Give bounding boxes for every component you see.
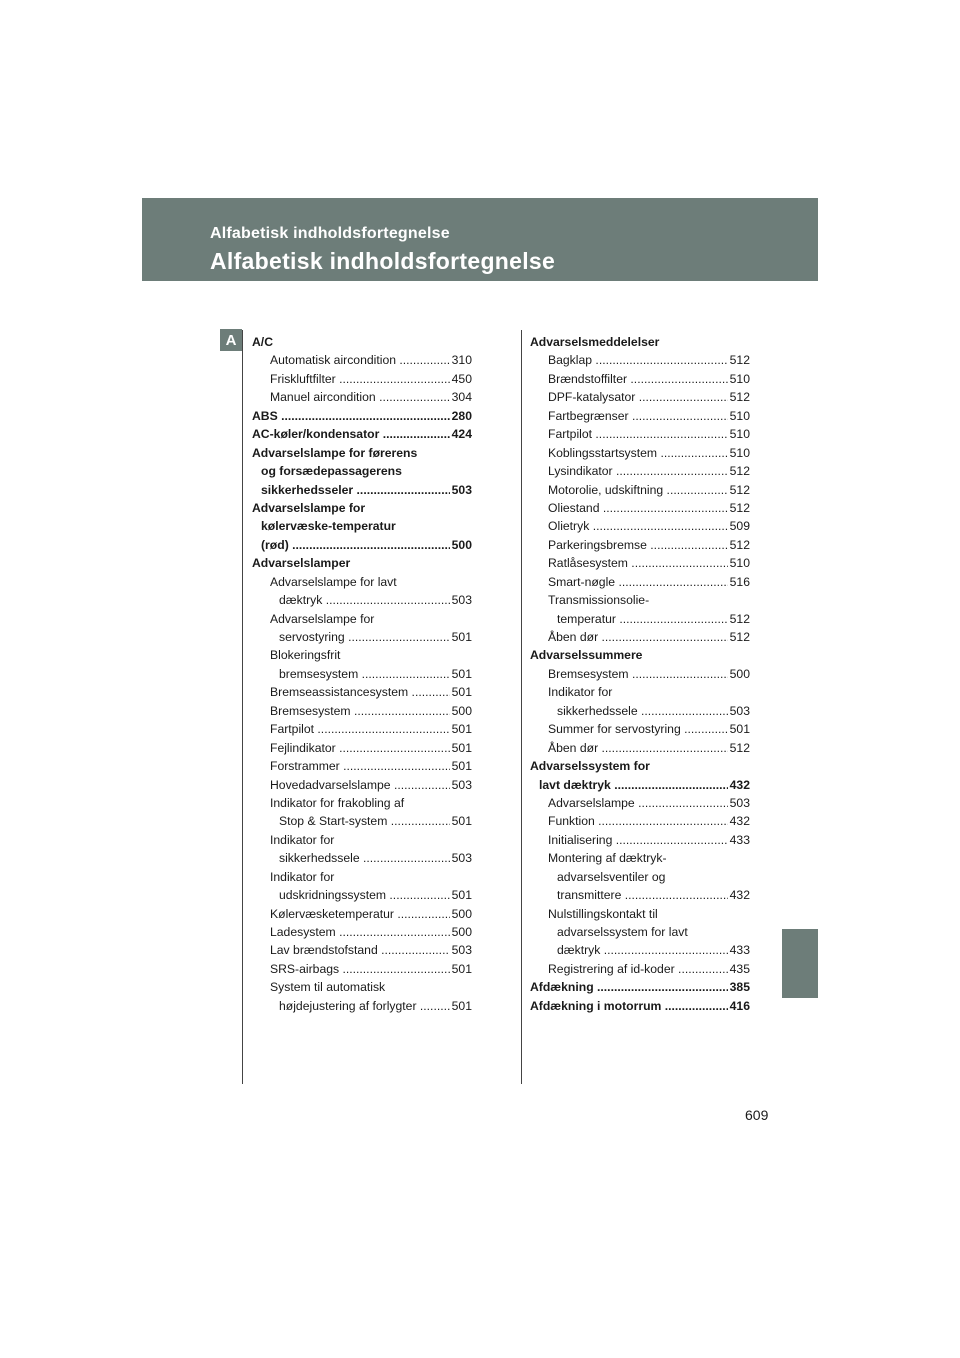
index-entry-text: Advarselslampe for førerens [252, 445, 418, 460]
index-subentry [530, 536, 750, 554]
index-entry-text: Montering af dæktryk- [548, 851, 667, 866]
index-page-ref[interactable]: 503 [728, 794, 750, 812]
index-subentry [530, 388, 750, 406]
index-page-ref[interactable]: 416 [728, 997, 750, 1015]
index-entry-text: Manuel aircondition [270, 390, 376, 405]
index-column-right [530, 333, 750, 1015]
index-page-ref[interactable]: 512 [728, 610, 750, 628]
index-subentry [530, 905, 750, 923]
index-entry-text: Lysindikator [548, 464, 613, 479]
index-entry-text: Summer for servostyring [548, 722, 681, 737]
dot-leader [592, 353, 750, 367]
index-entry-text: Fartpilot [548, 427, 593, 442]
index-entry-text: Koblingsstartsystem [548, 445, 658, 460]
index-subentry [252, 720, 472, 738]
index-entry-text: Funktion [548, 814, 595, 829]
index-page-ref[interactable]: 450 [450, 370, 472, 388]
index-subentry [252, 739, 472, 757]
index-entry-text: Åben dør [548, 740, 599, 755]
index-page-ref[interactable]: 512 [728, 499, 750, 517]
index-heading-entry [530, 646, 750, 664]
index-page-ref[interactable]: 385 [728, 978, 750, 996]
index-entry-text: kølervæske-temperatur [261, 519, 396, 534]
index-entry-text: Fartbegrænser [548, 408, 629, 423]
index-page-ref[interactable]: 512 [728, 536, 750, 554]
index-heading-entry [530, 776, 750, 794]
index-entry-text: sikkerhedssele [279, 851, 360, 866]
index-subentry [530, 573, 750, 591]
index-entry-text: SRS-airbags [270, 961, 340, 976]
index-subentry [530, 591, 750, 609]
index-page-ref[interactable]: 512 [728, 388, 750, 406]
index-page-ref[interactable]: 432 [728, 886, 750, 904]
index-entry-text: ABS [252, 408, 278, 423]
page-number: 609 [745, 1107, 769, 1123]
index-entry-text: DPF-katalysator [548, 390, 636, 405]
index-page-ref[interactable]: 501 [450, 720, 472, 738]
index-page-ref[interactable]: 512 [728, 481, 750, 499]
index-entry-text: Afdækning [530, 980, 594, 995]
index-entry-text: Parkeringsbremse [548, 537, 647, 552]
index-page-ref[interactable]: 509 [728, 517, 750, 535]
index-entry-text: Advarselslampe for lavt [270, 574, 397, 589]
index-entry-text: Bagklap [548, 353, 593, 368]
index-entry-text: Automatisk aircondition [270, 353, 396, 368]
index-subentry [530, 425, 750, 443]
index-page-ref[interactable]: 501 [450, 812, 472, 830]
index-entry-text: temperatur [557, 611, 616, 626]
index-subentry [252, 905, 472, 923]
index-subentry [252, 978, 472, 996]
index-heading-entry [530, 333, 750, 351]
index-subentry [530, 444, 750, 462]
index-heading-entry [252, 517, 472, 535]
index-entry-text: Advarselslampe for [252, 500, 366, 515]
index-heading-entry [530, 997, 750, 1015]
index-page-ref[interactable]: 503 [450, 776, 472, 794]
index-subentry [530, 868, 750, 886]
index-subentry [252, 923, 472, 941]
index-entry-text: Advarselssystem for [530, 759, 650, 774]
index-entry-text: (rød) [261, 537, 289, 552]
index-page-ref[interactable]: 432 [728, 812, 750, 830]
index-entry-text: Advarselssummere [530, 648, 643, 663]
index-entry-text: Fartpilot [270, 722, 315, 737]
index-heading-entry [252, 536, 472, 554]
index-entry-text: Advarselslampe for [270, 611, 375, 626]
index-subentry [530, 720, 750, 738]
index-page-ref[interactable]: 510 [728, 444, 750, 462]
index-entry-text: Smart-nøgle [548, 574, 616, 589]
index-heading-entry [530, 978, 750, 996]
index-subentry [252, 757, 472, 775]
index-entry-text: lavt dæktryk [539, 777, 611, 792]
index-heading-entry [252, 407, 472, 425]
index-subentry [252, 868, 472, 886]
index-subentry [530, 517, 750, 535]
dot-leader [589, 519, 750, 533]
index-entry-text: AC-køler/kondensator [252, 427, 380, 442]
index-page-ref[interactable]: 503 [450, 591, 472, 609]
dot-leader [594, 980, 750, 994]
index-entry-text: Indikator for [548, 685, 613, 700]
index-entry-text: Afdækning i motorrum [530, 998, 662, 1013]
index-entry-text: Transmissionsolie- [548, 593, 650, 608]
index-entry-text: Advarselslamper [252, 556, 351, 571]
index-subentry [530, 702, 750, 720]
index-page-ref[interactable]: 501 [450, 886, 472, 904]
index-subentry [252, 794, 472, 812]
index-page-ref[interactable]: 503 [450, 941, 472, 959]
index-entry-text: advarselsventiler og [557, 869, 666, 884]
index-subentry [252, 573, 472, 591]
index-entry-text: Advarselsmeddelelser [530, 335, 660, 349]
index-entry-text: Åben dør [548, 630, 599, 644]
dot-leader [278, 409, 472, 423]
section-subtitle: Alfabetisk indholdsfortegnelse [210, 225, 450, 242]
index-page-ref[interactable]: 280 [450, 407, 472, 425]
index-entry-text: Ratlåsesystem [548, 556, 628, 571]
index-subentry [252, 997, 472, 1015]
index-subentry [530, 481, 750, 499]
index-subentry [252, 849, 472, 867]
index-column-left [252, 333, 472, 1015]
index-subentry [530, 462, 750, 480]
index-page-ref[interactable]: 503 [450, 849, 472, 867]
index-subentry [530, 831, 750, 849]
index-subentry [530, 351, 750, 369]
index-page-ref[interactable]: 500 [450, 905, 472, 923]
index-page-ref[interactable]: 304 [450, 388, 472, 406]
index-entry-text: Stop & Start-system [279, 814, 388, 829]
index-page-ref[interactable]: 512 [728, 351, 750, 369]
index-entry-text: Advarselslampe [548, 795, 635, 810]
index-subentry [252, 388, 472, 406]
index-page-ref[interactable]: 424 [450, 425, 472, 443]
index-entry-text: sikkerhedssele [557, 703, 638, 718]
index-page-ref[interactable]: 501 [450, 628, 472, 646]
index-subentry [530, 812, 750, 830]
index-subentry [530, 794, 750, 812]
index-page-ref[interactable]: 501 [728, 720, 750, 738]
index-subentry [252, 812, 472, 830]
index-entry-text: Olietryk [548, 519, 590, 534]
index-subentry [530, 739, 750, 757]
index-page-ref[interactable]: 501 [450, 665, 472, 683]
index-entry-text: Bremsesystem [548, 666, 629, 681]
index-page-ref[interactable]: 501 [450, 757, 472, 775]
index-entry-text: servostyring [279, 630, 345, 644]
index-page-ref[interactable]: 510 [728, 425, 750, 443]
index-page-ref[interactable]: 512 [728, 462, 750, 480]
index-subentry [530, 628, 750, 646]
index-subentry [530, 923, 750, 941]
index-subentry [530, 554, 750, 572]
index-page-ref[interactable]: 503 [450, 481, 472, 499]
index-heading-entry [252, 333, 472, 351]
dot-leader [592, 427, 750, 441]
index-heading-entry [252, 462, 472, 480]
index-entry-text: Indikator for [270, 832, 335, 847]
index-subentry [252, 591, 472, 609]
index-subentry [530, 960, 750, 978]
index-page-ref[interactable]: 510 [728, 370, 750, 388]
index-entry-text: Brændstoffilter [548, 371, 628, 386]
index-heading-entry [252, 425, 472, 443]
index-entry-text: sikkerhedsseler [261, 482, 354, 497]
index-page-ref[interactable]: 501 [450, 960, 472, 978]
index-entry-text: Indikator for [270, 869, 335, 884]
index-page-ref[interactable]: 501 [450, 997, 472, 1015]
index-letter-tab: A [220, 329, 242, 351]
index-entry-text: Motorolie, udskiftning [548, 482, 664, 497]
index-subentry [530, 499, 750, 517]
index-page-ref[interactable]: 432 [728, 776, 750, 794]
index-page-ref[interactable]: 516 [728, 573, 750, 591]
dot-leader [289, 538, 472, 552]
index-page-ref[interactable]: 435 [728, 960, 750, 978]
index-entry-text: Blokeringsfrit [270, 648, 341, 663]
index-heading-entry [252, 481, 472, 499]
index-page-ref[interactable]: 500 [450, 536, 472, 554]
index-heading-entry [252, 499, 472, 517]
index-entry-text: System til automatisk [270, 980, 386, 995]
index-heading-entry [252, 554, 472, 572]
index-entry-text: Registrering af id-koder [548, 961, 675, 976]
index-heading-entry [252, 444, 472, 462]
index-entry-text: Ladesystem [270, 925, 336, 939]
index-entry-text: advarselssystem for lavt [557, 925, 688, 939]
index-page-ref[interactable]: 503 [728, 702, 750, 720]
index-entry-text: Bremseassistancesystem [270, 685, 409, 700]
index-subentry [252, 628, 472, 646]
index-page-ref[interactable]: 500 [450, 923, 472, 941]
index-entry-text: A/C [252, 335, 273, 349]
index-subentry [252, 941, 472, 959]
index-subentry [252, 683, 472, 701]
middle-column-divider [521, 330, 522, 1084]
index-page-ref[interactable]: 510 [728, 407, 750, 425]
index-subentry [530, 610, 750, 628]
index-entry-text: Nulstillingskontakt til [548, 906, 658, 921]
chapter-thumb-tab [782, 929, 818, 998]
index-subentry [252, 665, 472, 683]
index-subentry [530, 941, 750, 959]
index-page-ref[interactable]: 510 [728, 554, 750, 572]
left-column-divider [242, 330, 243, 1084]
index-entry-text: udskridningssystem [279, 888, 387, 903]
index-subentry [252, 886, 472, 904]
index-page-ref[interactable]: 501 [450, 683, 472, 701]
index-entry-text: Forstrammer [270, 759, 340, 774]
index-subentry [252, 960, 472, 978]
index-subentry [530, 407, 750, 425]
index-subentry [530, 370, 750, 388]
index-entry-text: transmittere [557, 888, 622, 903]
index-page-ref[interactable]: 433 [728, 941, 750, 959]
index-page-ref[interactable]: 310 [450, 351, 472, 369]
index-subentry [252, 702, 472, 720]
index-subentry [252, 776, 472, 794]
index-entry-text: Bremsesystem [270, 703, 351, 718]
index-entry-text: højdejustering af forlygter [279, 998, 417, 1013]
index-page-ref[interactable]: 512 [728, 628, 750, 646]
index-subentry [252, 831, 472, 849]
index-subentry [252, 370, 472, 388]
index-subentry [252, 610, 472, 628]
index-subentry [530, 665, 750, 683]
index-entry-text: Indikator for frakobling af [270, 795, 405, 810]
index-page-ref[interactable]: 501 [450, 739, 472, 757]
index-entry-text: Initialisering [548, 832, 613, 847]
index-subentry [530, 683, 750, 701]
index-entry-text: bremsesystem [279, 666, 359, 681]
index-page-ref[interactable]: 433 [728, 831, 750, 849]
index-page-ref[interactable]: 512 [728, 739, 750, 757]
index-heading-entry [530, 757, 750, 775]
index-entry-text: Kølervæsketemperatur [270, 906, 394, 921]
index-subentry [530, 849, 750, 867]
index-entry-text: Oliestand [548, 500, 600, 515]
index-page-ref[interactable]: 500 [728, 665, 750, 683]
index-entry-text: Fejlindikator [270, 740, 336, 755]
index-entry-text: dæktryk [557, 943, 601, 958]
index-entry-text: Lav brændstofstand [270, 943, 378, 958]
index-entry-text: og forsædepassagerens [261, 464, 402, 479]
index-page-ref[interactable]: 500 [450, 702, 472, 720]
index-entry-text: Friskluftfilter [270, 371, 336, 386]
dot-leader [314, 722, 472, 736]
index-subentry [252, 351, 472, 369]
index-entry-text: dæktryk [279, 593, 323, 608]
index-subentry [530, 886, 750, 904]
page-title: Alfabetisk indholdsfortegnelse [210, 248, 556, 274]
index-subentry [252, 646, 472, 664]
index-entry-text: Hovedadvarselslampe [270, 777, 391, 792]
